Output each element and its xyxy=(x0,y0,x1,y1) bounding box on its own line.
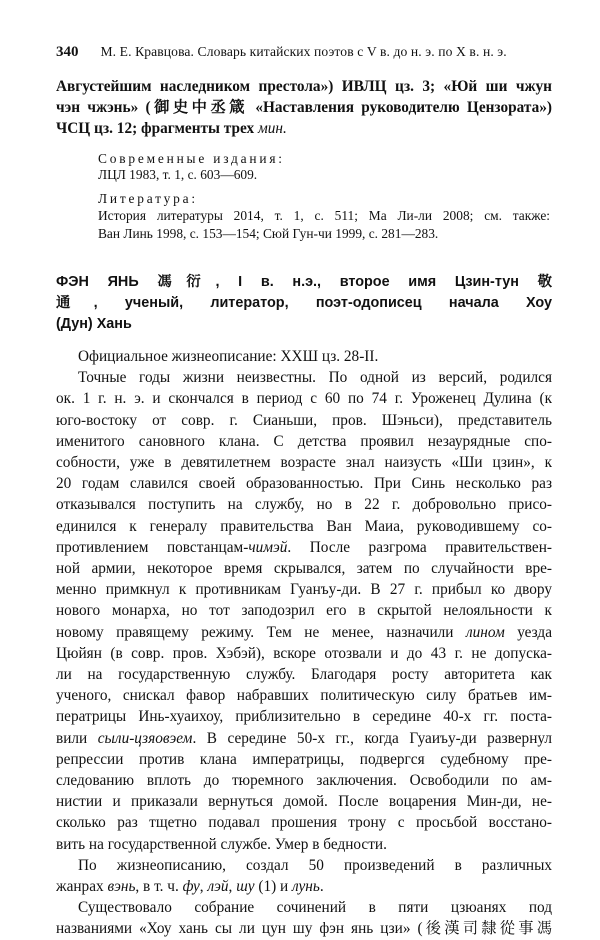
body-line-19: репрессии против клана императрицы, подвергся судебному пре- xyxy=(56,750,552,768)
body-line-14: Цюйян (в совр. пров. Хэбэй), вскоре отозвали и до 43 г. не допуска- xyxy=(56,644,552,662)
works-text-c: , в т. ч. xyxy=(135,878,183,896)
body-line-11: менно примкнул к противникам Гуанъу-ди. В 27 г. прибыл ко двору xyxy=(56,581,552,599)
works-genre-lei: лэй xyxy=(207,878,229,896)
page-number: 340 xyxy=(56,44,79,60)
body-line-7: отказывался поступить на службу, но в 22 г. добровольно присо- xyxy=(56,496,552,514)
body-line-21: нистии и приказали вернуться домой. После воцарения Мин-ди, не- xyxy=(56,793,552,811)
body-line-9 xyxy=(56,537,552,558)
body-line-9-italic: чимэй xyxy=(248,538,288,556)
body-line-20: следованию вплоть до тюремного заключения. Освободили по ам- xyxy=(56,772,552,790)
body-line-9-a: противлением повстанцам- xyxy=(56,538,249,556)
works-text-a: жанрах xyxy=(56,878,108,896)
modern-editions-label: Современные издания: xyxy=(98,151,285,166)
continuation-line-2: чэн чжэнь» (御史中丞箴 «Наставления руководителю Цензората») xyxy=(56,99,552,117)
body-line-13-b: уезда xyxy=(504,623,552,641)
body-line-3: юго-востоку от совр. г. Сианьши, пров. Шэньси), представитель xyxy=(56,411,552,429)
running-header xyxy=(56,43,556,61)
body-line-4: именитого сановного клана. С детства проявил незаурядные спо- xyxy=(56,432,552,450)
body-line-18-italic: сыли-цзяовэем xyxy=(97,729,193,747)
body-line-9-b: . После разгрома правительствен- xyxy=(287,538,552,556)
body-line-1: Точные годы жизни неизвестны. По одной из версий, родился xyxy=(78,369,552,387)
body-line-17: ператрицы Инь-хуаихоу, приблизительно в середине 40-х гг. поста- xyxy=(56,708,552,726)
works-text-k: . xyxy=(319,878,324,896)
literature-line-2: Ван Линь 1998, с. 153—154; Сюй Гун-чи 1999, с. 281—283. xyxy=(98,225,439,241)
continuation-line-3-italic: мин. xyxy=(257,120,287,138)
literature-label: Литература: xyxy=(98,191,198,206)
body-line-10: ной армии, некоторое время скрывался, затем по случайности вре- xyxy=(56,560,552,578)
works-text-e: , xyxy=(199,878,208,896)
works-text-i: (1) и xyxy=(254,878,293,896)
entry-heading-line-1: ФЭН ЯНЬ 馮衍, I в. н.э., второе имя Цзин-тун 敬 xyxy=(56,274,552,290)
works-genre-fu: фу xyxy=(182,878,200,896)
continuation-line-1: Августейшим наследником престола») ИВЛЦ цз. 3; «Юй ши чжун xyxy=(56,78,552,95)
body-line-8: единился к генералу правительства Ван Маиа, руководившему со- xyxy=(56,517,552,535)
collection-line-1: Существовало собрание сочинений в пяти цзюанях под xyxy=(78,899,552,917)
entry-heading-line-2: 通, ученый, литератор, поэт-одописец начала Хоу xyxy=(56,295,552,312)
body-line-6: 20 годам славился своей образованностью. При Синь несколько раз xyxy=(56,475,552,493)
works-line-1: По жизнеописанию, создал 50 произведений в различных xyxy=(78,856,552,874)
literature-line-1: История литературы 2014, т. 1, с. 511; Ма Ли-ли 2008; см. также: xyxy=(98,208,550,223)
entry-heading xyxy=(56,272,552,336)
body-line-18-b: . В середине 50-х гг., когда Гуаиъу-ди развернул xyxy=(192,729,552,747)
modern-editions-text: ЛЦЛ 1983, т. 1, с. 603—609. xyxy=(98,167,258,182)
works-text-g: , xyxy=(228,878,237,896)
body-line-23: вить на государственной службе. Умер в бедности. xyxy=(56,835,387,853)
official-bio: Официальное жизнеописание: ХХШ цз. 28-II. xyxy=(78,348,379,365)
body-line-12: нового монарха, но тот заподозрил его в скрытой нелояльности к xyxy=(56,602,552,620)
literature-text xyxy=(98,207,550,242)
entry-heading-line-3: (Дун) Хань xyxy=(56,316,132,333)
body-line-2: ок. 1 г. н. э. и скончался в период с 60 по 74 г. Уроженец Дулина (к xyxy=(56,390,552,408)
body-line-16: ученого, снискал фавор набравших политическую силу братьев им- xyxy=(56,687,552,705)
body-line-13 xyxy=(56,622,552,643)
entry-body xyxy=(56,346,552,940)
continuation-paragraph xyxy=(56,76,552,140)
works-genre-lun: лунь xyxy=(292,878,320,896)
continuation-line-3 xyxy=(56,118,552,139)
works-genre-shu: шу xyxy=(236,878,255,896)
body-line-13-a: новому правящему режиму. Тем не менее, назначили xyxy=(56,623,466,641)
works-line-2 xyxy=(56,876,552,897)
body-line-13-italic: лином xyxy=(465,623,505,641)
body-line-22: сколько раз тщетно подавал прошения трону с просьбой восстано- xyxy=(56,814,552,832)
body-line-18-a: вили xyxy=(56,729,98,747)
running-title: М. Е. Кравцова. Словарь китайских поэтов с V в. до н. э. по X в. н. э. xyxy=(100,44,507,59)
works-genre-wen: вэнь xyxy=(107,878,136,896)
continuation-line-3-text: ЧСЦ цз. 12; фрагменты трех xyxy=(56,120,258,138)
body-line-5: собности, уже в девятилетнем возрасте знал наизусть «Ши цзин», к xyxy=(56,454,552,472)
collection-line-2: названиями «Хоу хань сы ли цун шу фэн янь цзи» (後漢司隸從事馮 xyxy=(56,920,552,938)
body-line-15: ли на государственную службу. Благодаря росту авторитета как xyxy=(56,666,552,684)
body-line-18 xyxy=(56,728,552,749)
